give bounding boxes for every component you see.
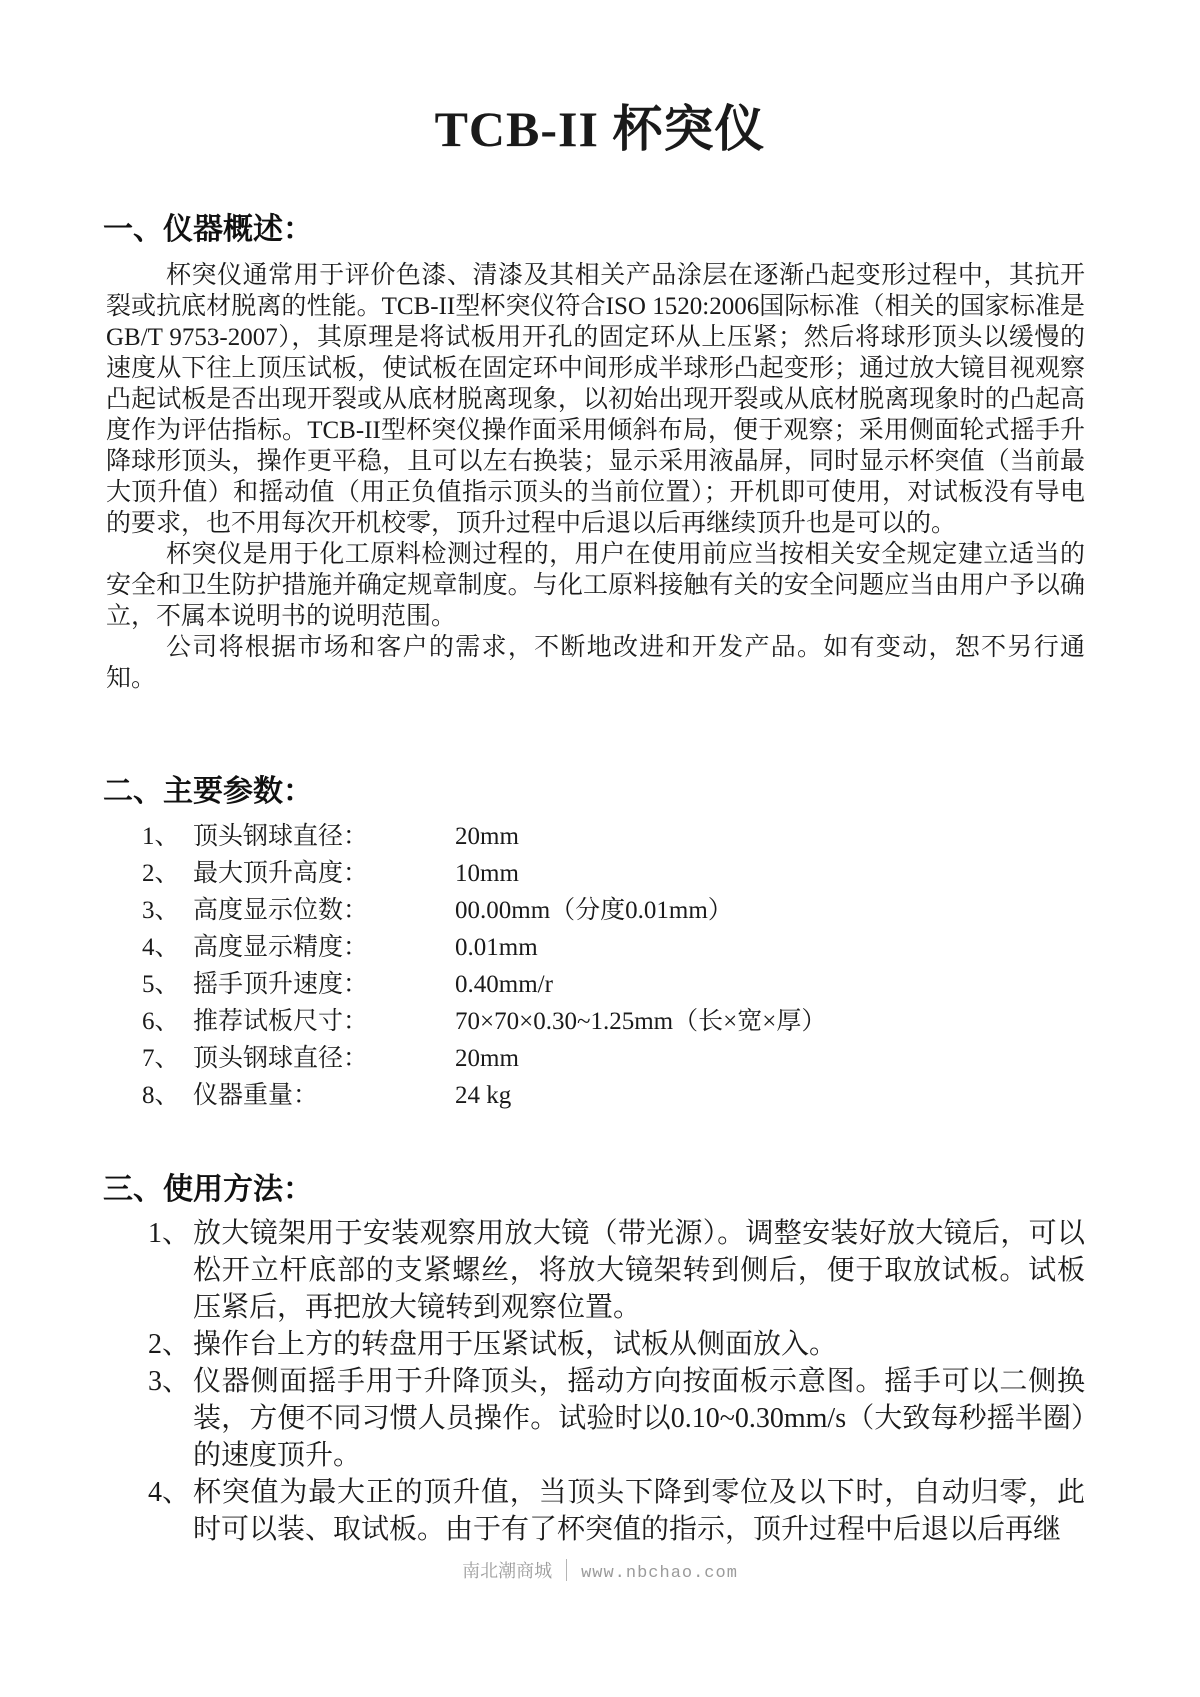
parameter-label: 推荐试板尺寸： — [193, 1008, 369, 1035]
parameter-value: 00.00mm（分度0.01mm） — [455, 897, 733, 924]
footer-brand: 南北潮商城 — [462, 1561, 553, 1581]
parameter-value: 24 kg — [455, 1082, 512, 1109]
parameter-label: 仪器重量： — [193, 1082, 319, 1109]
usage-heading: 三、使用方法： — [103, 1173, 313, 1206]
usage-step — [148, 1215, 1085, 1326]
parameter-row — [142, 929, 1200, 966]
usage-step-text: 操作台上方的转盘用于压紧试板，试板从侧面放入。 — [193, 1329, 838, 1360]
section-overview — [0, 210, 1200, 694]
page-footer — [0, 1559, 1200, 1586]
parameter-number: 4、 — [142, 934, 180, 961]
usage-step — [148, 1474, 1085, 1548]
usage-step — [148, 1363, 1085, 1474]
parameter-value: 20mm — [455, 1045, 519, 1072]
parameter-number: 5、 — [142, 971, 180, 998]
overview-paragraph: 杯突仪通常用于评价色漆、清漆及其相关产品涂层在逐渐凸起变形过程中，其抗开裂或抗底材脱离的性能。TCB-II型杯突仪符合ISO 1520:2006国际标准（相关的国家标准是GB/T 9753-2007），其原理是将试板用开孔的固定环从上压紧；然后将球形顶头以缓慢的速度从下往上顶压试板，使试板在固定环中间形成半球形凸起变形；通过放大镜目视观察凸起试板是否出现开裂或从底材脱离现象，以初始出现开裂或从底材脱离现象时的凸起高度作为评估指标。TCB-II型杯突仪操作面采用倾斜布局，便于观察；采用侧面轮式摇手升降球形顶头，操作更平稳，且可以左右换装；显示采用液晶屏，同时显示杯突值（当前最大顶升值）和摇动值（用正负值指示顶头的当前位置）；开机即可使用，对试板没有导电的要求，也不用每次开机校零，顶升过程中后退以后再继续顶升也是可以的。 — [106, 262, 1085, 537]
parameter-row — [142, 855, 1200, 892]
parameter-label: 顶头钢球直径： — [193, 1045, 369, 1072]
usage-step-text: 杯突值为最大正的顶升值，当顶头下降到零位及以下时，自动归零，此时可以装、取试板。由于有了杯突值的指示，顶升过程中后退以后再继 — [193, 1477, 1085, 1545]
parameter-value: 0.01mm — [455, 934, 538, 961]
parameter-label: 摇手顶升速度： — [193, 971, 369, 998]
parameters-heading: 二、主要参数： — [103, 775, 313, 808]
usage-step-list — [148, 1215, 1085, 1548]
parameter-row — [142, 892, 1200, 929]
document-title: TCB-II 杯突仪 — [434, 101, 766, 157]
footer-divider — [566, 1559, 567, 1581]
parameter-number: 7、 — [142, 1045, 180, 1072]
usage-step-number: 2、 — [148, 1329, 191, 1360]
parameter-row — [142, 966, 1200, 1003]
overview-paragraph: 公司将根据市场和客户的需求，不断地改进和开发产品。如有变动，恕不另行通知。 — [106, 634, 1085, 692]
parameter-value: 70×70×0.30~1.25mm（长×宽×厚） — [455, 1008, 827, 1035]
usage-step-text: 仪器侧面摇手用于升降顶头，摇动方向按面板示意图。摇手可以二侧换装，方便不同习惯人员操作。试验时以0.10~0.30mm/s（大致每秒摇半圈）的速度顶升。 — [193, 1366, 1085, 1471]
section-parameters — [0, 772, 1200, 1114]
parameter-row — [142, 818, 1200, 855]
parameter-value: 10mm — [455, 860, 519, 887]
overview-paragraph: 杯突仪是用于化工原料检测过程的，用户在使用前应当按相关安全规定建立适当的安全和卫生防护措施并确定规章制度。与化工原料接触有关的安全问题应当由用户予以确立，不属本说明书的说明范围。 — [106, 541, 1085, 630]
parameter-label: 最大顶升高度： — [193, 860, 369, 887]
parameter-number: 3、 — [142, 897, 180, 924]
parameter-number: 1、 — [142, 823, 180, 850]
usage-step-text: 放大镜架用于安装观察用放大镜（带光源）。调整安装好放大镜后，可以松开立杆底部的支紧螺丝，将放大镜架转到侧后，便于取放试板。试板压紧后，再把放大镜转到观察位置。 — [193, 1218, 1085, 1323]
overview-paragraphs — [0, 260, 1200, 694]
parameter-number: 6、 — [142, 1008, 180, 1035]
overview-heading: 一、仪器概述： — [103, 213, 313, 246]
parameter-row — [142, 1077, 1200, 1114]
parameter-row — [142, 1040, 1200, 1077]
usage-step — [148, 1326, 1085, 1363]
parameter-value: 20mm — [455, 823, 519, 850]
usage-step-number: 1、 — [148, 1218, 191, 1249]
parameter-list — [142, 818, 1200, 1114]
usage-step-number: 4、 — [148, 1477, 191, 1508]
usage-step-number: 3、 — [148, 1366, 191, 1397]
parameter-label: 高度显示位数： — [193, 897, 369, 924]
parameter-number: 2、 — [142, 860, 180, 887]
parameter-label: 高度显示精度： — [193, 934, 369, 961]
section-usage — [0, 1170, 1200, 1548]
parameter-row — [142, 1003, 1200, 1040]
parameter-value: 0.40mm/r — [455, 971, 553, 998]
footer-url: www.nbchao.com — [581, 1564, 738, 1583]
parameter-number: 8、 — [142, 1082, 180, 1109]
parameter-label: 顶头钢球直径： — [193, 823, 369, 850]
